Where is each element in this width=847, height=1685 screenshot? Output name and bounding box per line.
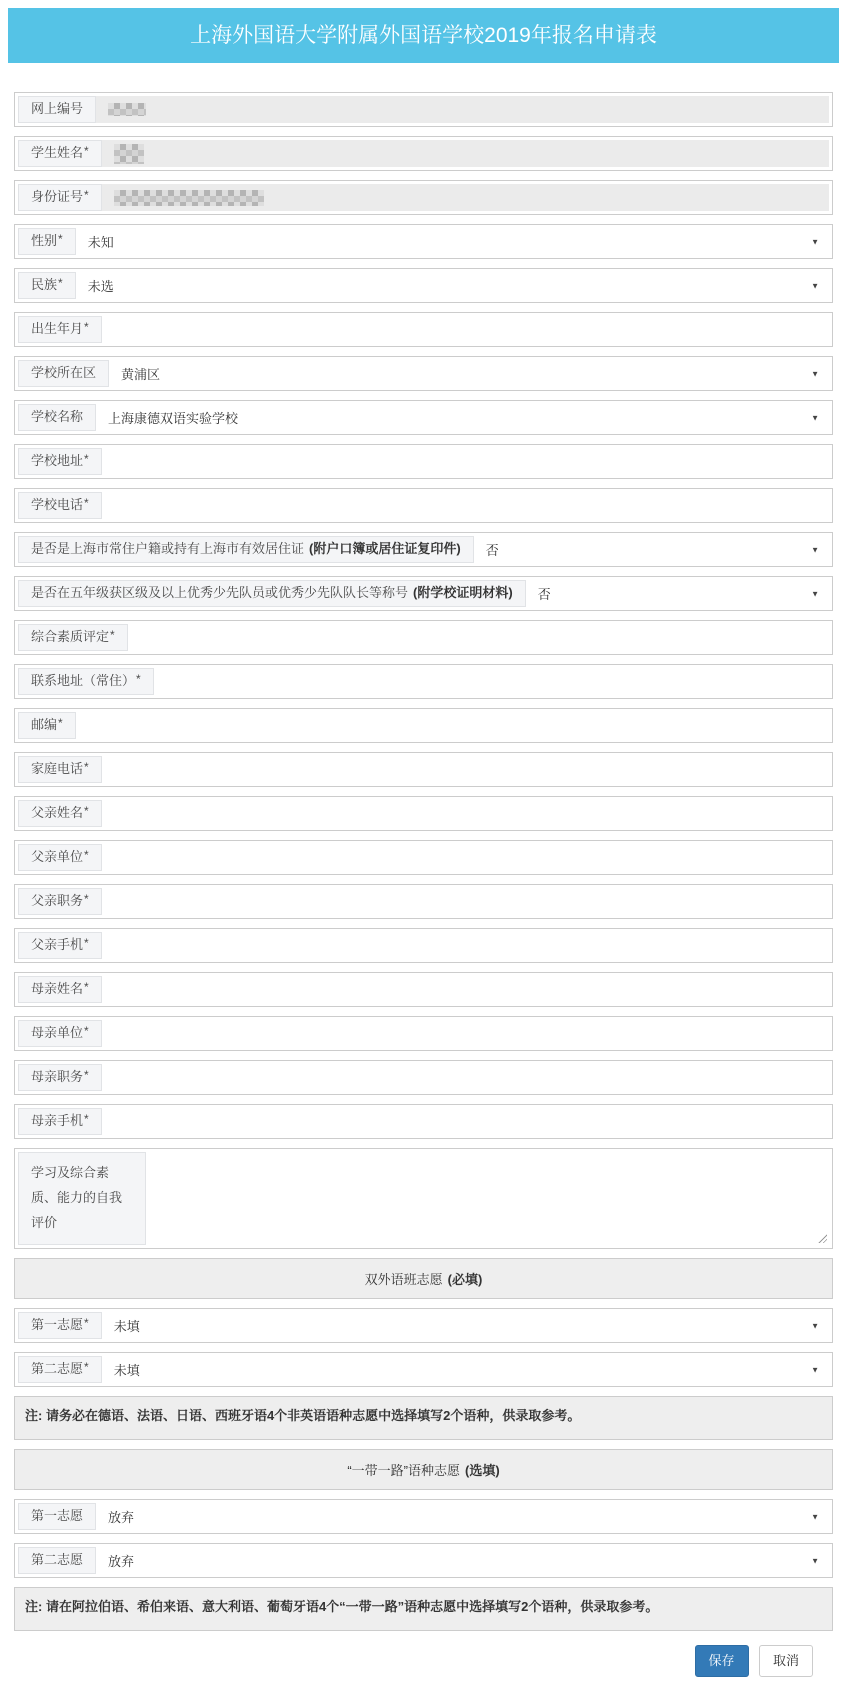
father-position-label-text: 父亲职务	[31, 893, 84, 909]
bilingual-section-label-bold: (必填)	[447, 1272, 483, 1287]
ethnicity-selected-value: 未选	[87, 279, 114, 294]
school-district-row	[14, 356, 833, 391]
mother-position-row	[14, 1060, 833, 1095]
shanghai-residence-selected-value: 否	[485, 543, 499, 558]
father-employer-label-text: 父亲单位	[31, 849, 84, 865]
required-asterisk: *	[84, 452, 89, 467]
belt-road-first-choice-row	[14, 1499, 833, 1534]
dropdown-arrow-icon: ▼	[811, 1321, 819, 1330]
mother-mobile-row	[14, 1104, 833, 1139]
father-employer-input[interactable]	[102, 844, 829, 871]
mother-name-label	[18, 976, 102, 1003]
gender-select[interactable]	[76, 228, 829, 255]
comprehensive-quality-input[interactable]	[128, 624, 829, 651]
home-phone-label	[18, 756, 102, 783]
required-asterisk: *	[84, 936, 89, 951]
self-evaluation-textarea[interactable]	[146, 1152, 829, 1245]
redacted-value	[114, 144, 144, 164]
second-choice-label-text: 第二志愿	[31, 1361, 84, 1377]
dropdown-arrow-icon: ▼	[811, 1556, 819, 1565]
contact-address-row	[14, 664, 833, 699]
required-asterisk: *	[58, 232, 63, 247]
mother-mobile-label-text: 母亲手机	[31, 1113, 84, 1129]
school-address-input[interactable]	[102, 448, 829, 475]
bilingual-note	[14, 1396, 833, 1440]
belt-road-section-label: “一带一路”语种志愿	[347, 1463, 460, 1478]
mother-employer-row	[14, 1016, 833, 1051]
school-address-label	[18, 448, 102, 475]
belt-road-section-label-bold: (选填)	[465, 1463, 500, 1478]
online-id-label	[18, 96, 96, 123]
school-phone-row	[14, 488, 833, 523]
mother-name-row	[14, 972, 833, 1007]
contact-address-label-text: 联系地址（常住）	[31, 673, 136, 689]
belt-road-first-choice-label-text: 第一志愿	[31, 1508, 84, 1524]
father-name-input[interactable]	[102, 800, 829, 827]
mother-name-input[interactable]	[102, 976, 829, 1003]
young-pioneer-honor-label-bold: (附学校证明材料)	[413, 585, 513, 601]
school-district-label	[18, 360, 109, 387]
school-address-row	[14, 444, 833, 479]
comprehensive-quality-label-text: 综合素质评定	[31, 629, 110, 645]
school-phone-label-text: 学校电话	[31, 497, 84, 513]
page-title: 上海外国语大学附属外国语学校2019年报名申请表	[8, 8, 839, 63]
mother-mobile-input[interactable]	[102, 1108, 829, 1135]
second-choice-selected-value: 未填	[113, 1363, 140, 1378]
dropdown-arrow-icon: ▼	[811, 413, 819, 422]
postal-code-row	[14, 708, 833, 743]
postal-code-input[interactable]	[76, 712, 829, 739]
dropdown-arrow-icon: ▼	[811, 1512, 819, 1521]
contact-address-input[interactable]	[154, 668, 829, 695]
school-address-label-text: 学校地址	[31, 453, 84, 469]
belt-road-note-text: 注: 请在阿拉伯语、希伯来语、意大利语、葡萄牙语4个“一带一路”语种志愿中选择填写2个语种，供录取参考。	[25, 1599, 659, 1614]
self-evaluation-row	[14, 1148, 833, 1249]
school-district-select[interactable]	[109, 360, 829, 387]
belt-road-second-choice-select[interactable]	[96, 1547, 829, 1574]
mother-employer-label-text: 母亲单位	[31, 1025, 84, 1041]
mother-position-label-text: 母亲职务	[31, 1069, 84, 1085]
home-phone-row	[14, 752, 833, 787]
online-id-row	[14, 92, 833, 127]
father-position-label	[18, 888, 102, 915]
required-asterisk: *	[84, 804, 89, 819]
comprehensive-quality-row	[14, 620, 833, 655]
birth-date-label-text: 出生年月	[31, 321, 84, 337]
contact-address-label	[18, 668, 154, 695]
young-pioneer-honor-label	[18, 580, 526, 607]
father-position-row	[14, 884, 833, 919]
first-choice-row	[14, 1308, 833, 1343]
required-asterisk: *	[84, 1112, 89, 1127]
required-asterisk: *	[84, 1068, 89, 1083]
ethnicity-select[interactable]	[76, 272, 829, 299]
dropdown-arrow-icon: ▼	[811, 589, 819, 598]
required-asterisk: *	[84, 496, 89, 511]
school-phone-label	[18, 492, 102, 519]
dropdown-arrow-icon: ▼	[811, 237, 819, 246]
id-number-row	[14, 180, 833, 215]
ethnicity-label	[18, 272, 76, 299]
father-position-input[interactable]	[102, 888, 829, 915]
home-phone-input[interactable]	[102, 756, 829, 783]
first-choice-label	[18, 1312, 102, 1339]
bilingual-section-label: 双外语班志愿	[364, 1272, 443, 1287]
belt-road-second-choice-selected-value: 放弃	[108, 1554, 135, 1569]
first-choice-select[interactable]	[102, 1312, 829, 1339]
school-district-selected-value: 黄浦区	[121, 367, 161, 382]
self-evaluation-label	[18, 1152, 146, 1245]
shanghai-residence-label	[18, 536, 474, 563]
online-id-label-text: 网上编号	[31, 101, 84, 117]
mother-employer-input[interactable]	[102, 1020, 829, 1047]
mother-name-label-text: 母亲姓名	[31, 981, 84, 997]
required-asterisk: *	[84, 188, 89, 203]
school-name-row	[14, 400, 833, 435]
student-name-label-text: 学生姓名	[31, 145, 84, 161]
required-asterisk: *	[136, 672, 141, 687]
required-asterisk: *	[84, 320, 89, 335]
second-choice-select[interactable]	[102, 1356, 829, 1383]
online-id-value	[96, 96, 829, 123]
student-name-value	[102, 140, 829, 167]
school-phone-input[interactable]	[102, 492, 829, 519]
belt-road-section	[14, 1449, 833, 1490]
required-asterisk: *	[84, 1316, 89, 1331]
father-mobile-label	[18, 932, 102, 959]
father-mobile-row	[14, 928, 833, 963]
school-name-selected-value: 上海康德双语实验学校	[108, 411, 239, 426]
father-name-label-text: 父亲姓名	[31, 805, 84, 821]
postal-code-label-text: 邮编	[31, 717, 58, 733]
shanghai-residence-row	[14, 532, 833, 567]
shanghai-residence-label-text: 是否是上海市常住户籍或持有上海市有效居住证	[31, 541, 305, 557]
school-district-label-text: 学校所在区	[31, 365, 97, 381]
redacted-value	[108, 103, 146, 116]
young-pioneer-honor-select[interactable]	[526, 580, 829, 607]
gender-row	[14, 224, 833, 259]
dropdown-arrow-icon: ▼	[811, 281, 819, 290]
young-pioneer-honor-row	[14, 576, 833, 611]
required-asterisk: *	[58, 276, 63, 291]
gender-label-text: 性别	[31, 233, 58, 249]
school-name-label	[18, 404, 96, 431]
young-pioneer-honor-label-text: 是否在五年级获区级及以上优秀少先队员或优秀少先队队长等称号	[31, 585, 409, 601]
required-asterisk: *	[84, 144, 89, 159]
shanghai-residence-select[interactable]	[474, 536, 829, 563]
father-name-label	[18, 800, 102, 827]
student-name-row	[14, 136, 833, 171]
father-employer-row	[14, 840, 833, 875]
belt-road-first-choice-selected-value: 放弃	[108, 1510, 135, 1525]
belt-road-first-choice-select[interactable]	[96, 1503, 829, 1530]
ethnicity-label-text: 民族	[31, 277, 58, 293]
young-pioneer-honor-selected-value: 否	[537, 587, 551, 602]
id-number-label-text: 身份证号	[31, 189, 84, 205]
father-employer-label	[18, 844, 102, 871]
birth-date-row	[14, 312, 833, 347]
mother-employer-label	[18, 1020, 102, 1047]
shanghai-residence-label-bold: (附户口簿或居住证复印件)	[309, 541, 461, 557]
required-asterisk: *	[84, 848, 89, 863]
save-button[interactable]: 保存	[695, 1645, 749, 1677]
id-number-label	[18, 184, 102, 211]
belt-road-second-choice-row	[14, 1543, 833, 1578]
first-choice-label-text: 第一志愿	[31, 1317, 84, 1333]
redacted-value	[114, 190, 264, 206]
resize-handle[interactable]	[817, 1233, 827, 1243]
ethnicity-row	[14, 268, 833, 303]
father-mobile-input[interactable]	[102, 932, 829, 959]
gender-selected-value: 未知	[87, 235, 114, 250]
school-name-label-text: 学校名称	[31, 409, 84, 425]
belt-road-second-choice-label-text: 第二志愿	[31, 1552, 84, 1568]
dropdown-arrow-icon: ▼	[811, 1365, 819, 1374]
form-actions	[8, 1645, 813, 1677]
bilingual-section	[14, 1258, 833, 1299]
father-mobile-label-text: 父亲手机	[31, 937, 84, 953]
school-name-select[interactable]	[96, 404, 829, 431]
second-choice-row	[14, 1352, 833, 1387]
student-name-label	[18, 140, 102, 167]
required-asterisk: *	[84, 1024, 89, 1039]
required-asterisk: *	[84, 980, 89, 995]
father-name-row	[14, 796, 833, 831]
application-form	[14, 92, 833, 1631]
belt-road-note	[14, 1587, 833, 1631]
required-asterisk: *	[84, 760, 89, 775]
postal-code-label	[18, 712, 76, 739]
second-choice-label	[18, 1356, 102, 1383]
required-asterisk: *	[58, 716, 63, 731]
self-evaluation-label-text: 学习及综合素质、能力的自我评价	[31, 1165, 123, 1230]
bilingual-note-text: 注: 请务必在德语、法语、日语、西班牙语4个非英语语种志愿中选择填写2个语种，供录取参考。	[25, 1408, 581, 1423]
required-asterisk: *	[110, 628, 115, 643]
id-number-value	[102, 184, 829, 211]
required-asterisk: *	[84, 892, 89, 907]
comprehensive-quality-label	[18, 624, 128, 651]
dropdown-arrow-icon: ▼	[811, 369, 819, 378]
mother-mobile-label	[18, 1108, 102, 1135]
belt-road-first-choice-label	[18, 1503, 96, 1530]
mother-position-input[interactable]	[102, 1064, 829, 1091]
first-choice-selected-value: 未填	[113, 1319, 140, 1334]
cancel-button[interactable]: 取消	[759, 1645, 813, 1677]
birth-date-input[interactable]	[102, 316, 829, 343]
belt-road-second-choice-label	[18, 1547, 96, 1574]
dropdown-arrow-icon: ▼	[811, 545, 819, 554]
required-asterisk: *	[84, 1360, 89, 1375]
gender-label	[18, 228, 76, 255]
birth-date-label	[18, 316, 102, 343]
home-phone-label-text: 家庭电话	[31, 761, 84, 777]
mother-position-label	[18, 1064, 102, 1091]
